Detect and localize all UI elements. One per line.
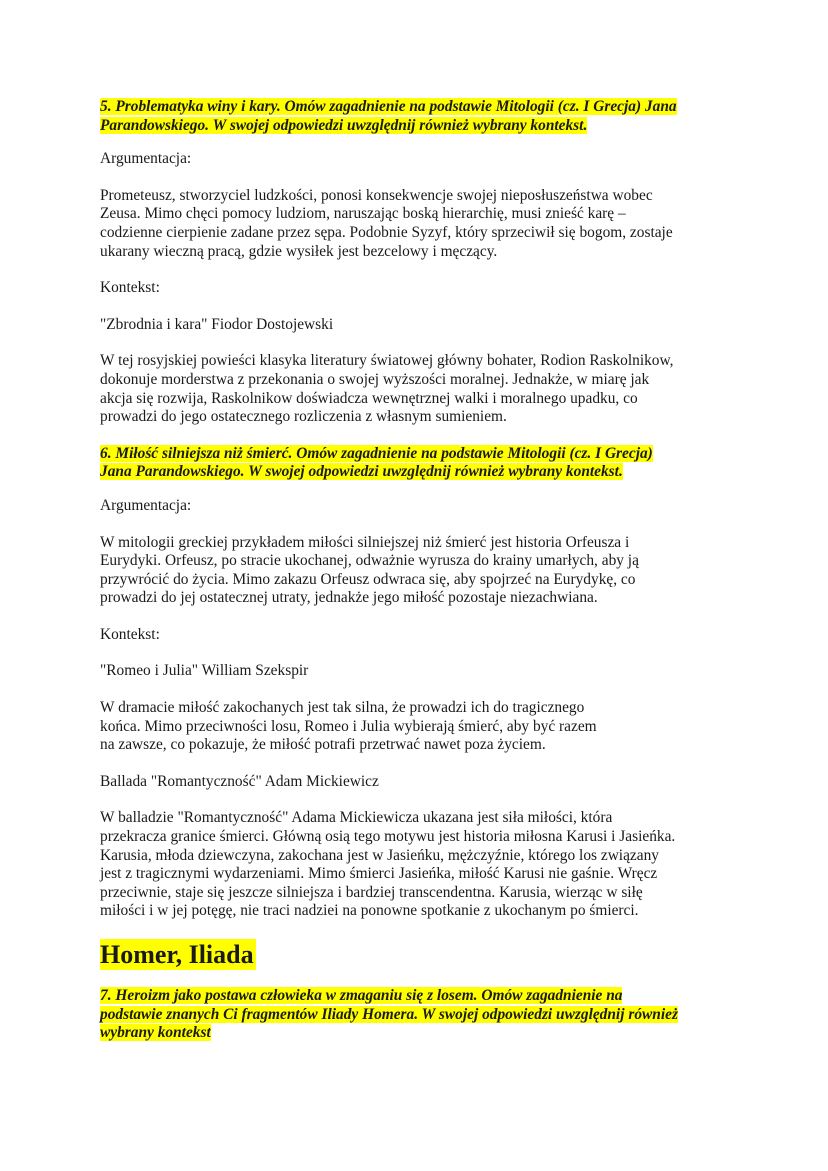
text-line: przeciwnie, staje się jeszcze silniejsza i bardziej transcendentna. Karusia, wierząc w siłę — [100, 883, 643, 901]
text-line: W tej rosyjskiej powieści klasyka literatury światowej główny bohater, Rodion Raskolnikow, — [100, 352, 674, 370]
text-line: W dramacie miłość zakochanych jest tak silna, że prowadzi ich do tragicznego — [100, 699, 585, 717]
question-6 — [100, 445, 740, 482]
text-line: miłości i w jej potęgę, nie traci nadziei na ponowne spotkanie z ukochanym po śmierci. — [100, 902, 639, 920]
context-title: "Romeo i Julia" William Szekspir — [100, 662, 309, 680]
text-line: przekracza granice śmierci. Główną osią tego motywu jest historia miłosna Karusi i Jasieńka. — [100, 828, 676, 846]
text-line: prowadzi do jej ostatecznej utraty, jednakże jego miłość pozostaje niezachwiana. — [100, 589, 598, 607]
context-label: Kontekst: — [100, 625, 160, 643]
question-5-line-2: Parandowskiego. W swojej odpowiedzi uwzględnij również wybrany kontekst. — [100, 116, 588, 134]
question-7-line-3: wybrany kontekst — [100, 1024, 211, 1042]
text-line: W balladzie "Romantyczność" Adama Mickiewicza ukazana jest siła miłości, która — [100, 809, 613, 827]
question-7-line-2: podstawie znanych Ci fragmentów Iliady Homera. W swojej odpowiedzi uwzględnij również — [100, 1005, 678, 1023]
argument-paragraph — [100, 534, 740, 608]
text-line: na zawsze, co pokazuje, że miłość potrafi przetrwać nawet poza życiem. — [100, 736, 546, 754]
text-line: Prometeusz, stworzyciel ludzkości, ponosi konsekwencje swojej nieposłuszeństwa wobec — [100, 186, 653, 204]
text-line: końca. Mimo przeciwności losu, Romeo i Julia wybierają śmierć, aby być razem — [100, 717, 597, 735]
question-5-line-1: 5. Problematyka winy i kary. Omów zagadnienie na podstawie Mitologii (cz. I Grecja) Jana — [100, 98, 677, 115]
heading-text: Homer, Iliada — [100, 940, 254, 969]
text-line: przywrócić do życia. Mimo zakazu Orfeusz odwraca się, aby spojrzeć na Eurydykę, co — [100, 570, 636, 588]
text-line: Eurydyki. Orfeusz, po stracie ukochanej, odważnie wyrusza do krainy umarłych, aby ją — [100, 552, 639, 570]
section-heading — [100, 939, 740, 971]
text-line: prowadzi do jego ostatecznego rozliczenia z własnym sumieniem. — [100, 408, 507, 426]
text-line: jest z tragicznymi wydarzeniami. Mimo śmierci Jasieńka, miłość Karusi nie gaśnie. Wręcz — [100, 865, 658, 883]
text-line: Zeusa. Mimo chęci pomocy ludziom, naruszając boską hierarchię, musi znieść karę – — [100, 205, 626, 223]
text-line: akcja się rozwija, Raskolnikow doświadcza wewnętrznej walki i moralnego upadku, co — [100, 389, 638, 407]
question-6-line-2: Jana Parandowskiego. W swojej odpowiedzi uwzględnij również wybrany kontekst. — [100, 463, 623, 481]
text-line: ukarany wieczną pracą, gdzie wysiłek jest bezcelowy i męczący. — [100, 242, 498, 260]
text-line: W mitologii greckiej przykładem miłości silniejszej niż śmierć jest historia Orfeusza i — [100, 533, 630, 551]
text-line: Karusia, młoda dziewczyna, zakochana jest w Jasieńku, mężczyźnie, którego los związany — [100, 846, 659, 864]
context-paragraph — [100, 699, 740, 755]
question-5 — [100, 98, 740, 135]
argument-label: Argumentacja: — [100, 496, 192, 514]
context-paragraph — [100, 809, 740, 921]
argument-label: Argumentacja: — [100, 150, 192, 168]
document-page — [100, 98, 740, 1058]
context-title: Ballada "Romantyczność" Adam Mickiewicz — [100, 772, 379, 790]
question-7-line-1: 7. Heroizm jako postawa człowieka w zmaganiu się z losem. Omów zagadnienie na — [100, 987, 623, 1004]
text-line: codzienne cierpienie zadane przez sępa. Podobnie Syzyf, który sprzeciwił się bogom, zostaje — [100, 223, 673, 241]
context-label: Kontekst: — [100, 279, 160, 297]
question-7 — [100, 987, 740, 1043]
context-paragraph — [100, 352, 740, 426]
argument-paragraph — [100, 187, 740, 261]
question-6-line-1: 6. Miłość silniejsza niż śmierć. Omów zagadnienie na podstawie Mitologii (cz. I Grecja) — [100, 444, 653, 462]
context-title: "Zbrodnia i kara" Fiodor Dostojewski — [100, 315, 334, 333]
text-line: dokonuje morderstwa z przekonania o swojej wyższości moralnej. Jednakże, w miarę jak — [100, 370, 650, 388]
